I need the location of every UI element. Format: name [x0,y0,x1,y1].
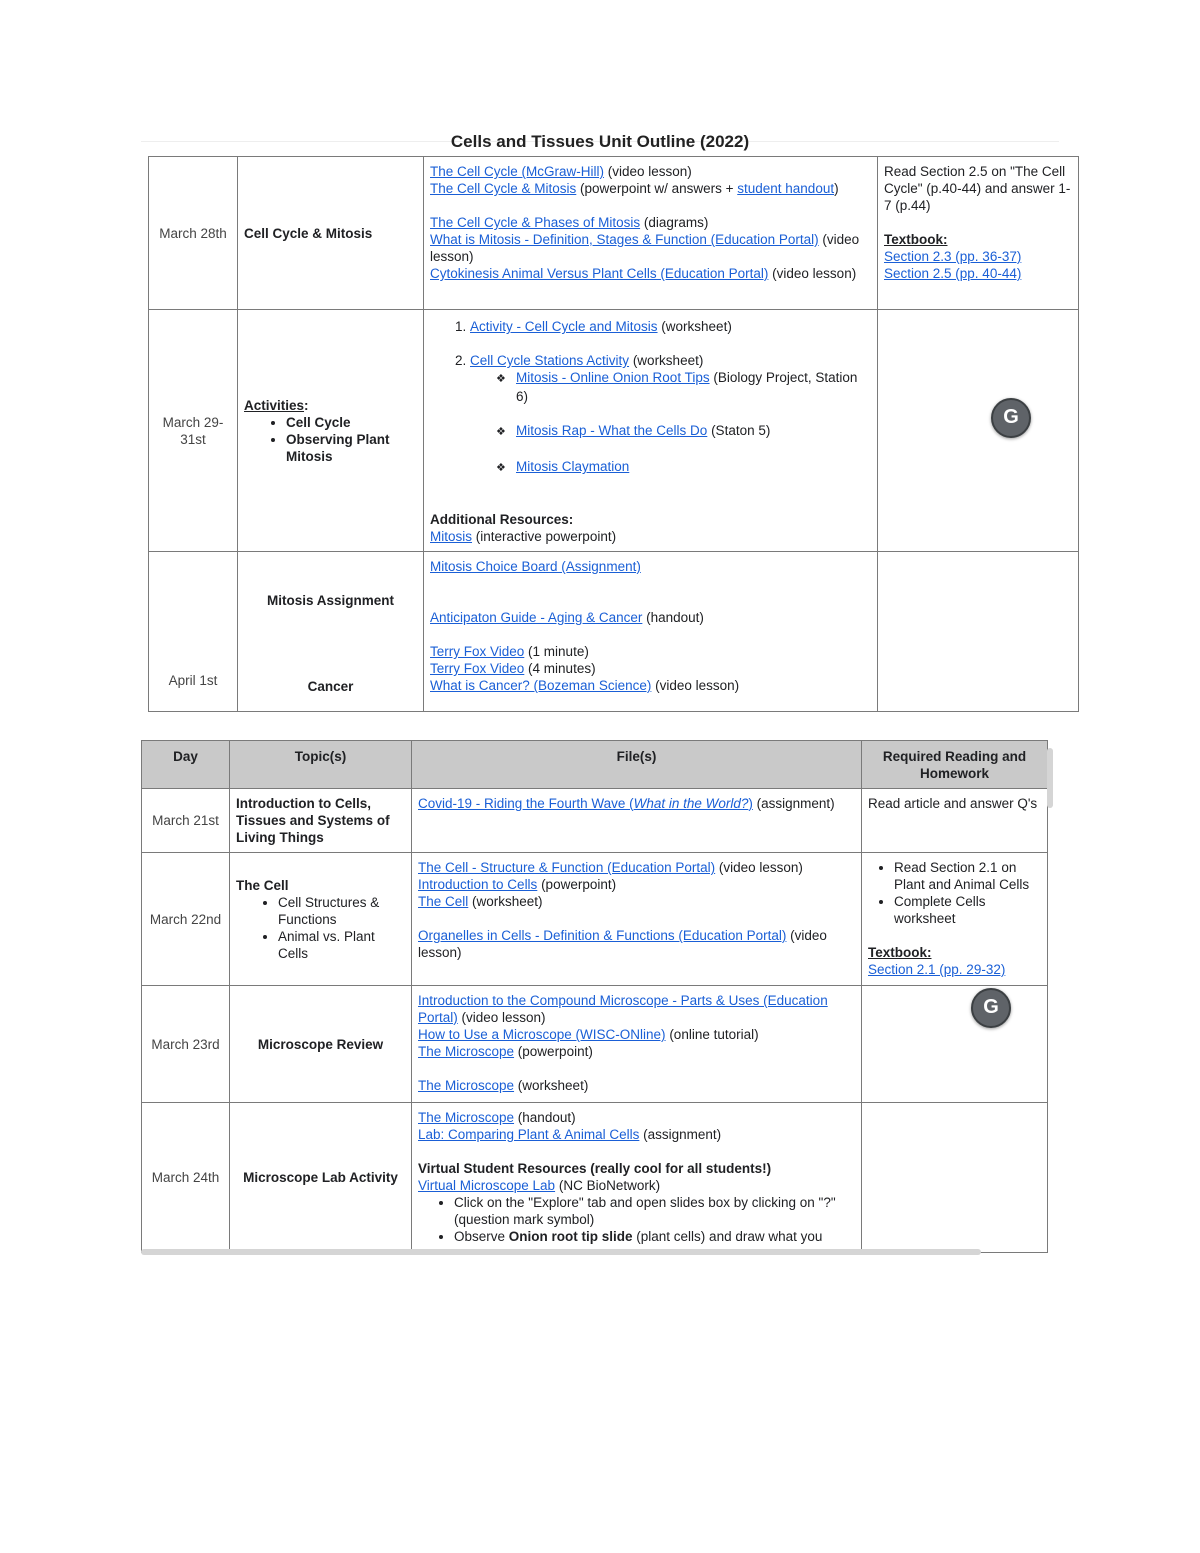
file-link[interactable]: Anticipaton Guide - Aging & Cancer [430,610,643,625]
file-link[interactable]: Terry Fox Video [430,661,525,676]
file-link[interactable]: Introduction to the Compound Microscope - Parts & Uses (Education Portal) [418,993,828,1025]
grammarly-icon[interactable]: G [991,398,1031,438]
textbook-link[interactable]: Section 2.1 (pp. 29-32) [868,962,1006,977]
textbook-link[interactable]: Section 2.5 (pp. 40-44) [884,266,1022,281]
file-link[interactable]: The Cell Cycle & Phases of Mitosis [430,215,641,230]
file-link[interactable]: Mitosis Claymation [516,459,630,474]
day-cell: March 21st [142,789,230,853]
files-cell: The Cell - Structure & Function (Education Portal) (video lesson) Introduction to Cells (powerpoint) The Cell (worksheet) Organelles in Cells - Definition & Functions (Education Portal) (video lesson) [412,853,862,986]
top-table-screenshot [141,132,1071,694]
files-cell: Introduction to the Compound Microscope - Parts & Uses (Education Portal) (video lesson) How to Use a Microscope (WISC-ONline) (online tutorial) The Microscope (powerpoint) The Microscope (worksheet) [412,986,862,1103]
file-link[interactable]: The Cell Cycle & Mitosis [430,181,577,196]
table-row [142,1103,1048,1253]
day-cell: April 1st [149,552,238,712]
file-link[interactable]: What is Mitosis - Definition, Stages & Function (Education Portal) [430,232,819,247]
table-row [142,789,1048,853]
file-link[interactable]: Mitosis Rap - What the Cells Do [516,423,708,438]
homework-cell [862,986,1048,1103]
homework-cell [878,310,1079,552]
files-cell: The Cell Cycle (McGraw-Hill) (video lesson) The Cell Cycle & Mitosis (powerpoint w/ answers + student handout) The Cell Cycle & Phases of Mitosis (diagrams) What is Mitosis - Definition, Stages & Function (Education Portal) (video lesson) Cytokinesis Animal Versus Plant Cells (Education Portal) (video lesson) [424,157,878,310]
file-link[interactable]: What is Cancer? (Bozeman Science) [430,678,652,693]
col-header-files: File(s) [412,741,862,789]
topic-cell: Microscope Review [230,986,412,1103]
topic-cell: Cell Cycle & Mitosis [238,157,424,310]
day-cell: March 24th [142,1103,230,1253]
file-link[interactable]: Mitosis - Online Onion Root Tips [516,370,710,385]
topic-cell: Mitosis Assignment Cancer [238,552,424,712]
day-cell: March 28th [149,157,238,310]
homework-cell: • Read Section 2.1 on Plant and Animal Cells • Complete Cells worksheet Textbook: Section 2.1 (pp. 29-32) [862,853,1048,986]
files-cell: Mitosis Choice Board (Assignment) Anticipaton Guide - Aging & Cancer (handout) Terry Fox Video (1 minute) Terry Fox Video (4 minutes) What is Cancer? (Bozeman Science) (video lesson) [424,552,878,712]
file-link[interactable]: Cell Cycle Stations Activity [470,353,630,368]
grammarly-icon[interactable]: G [971,988,1011,1028]
file-link[interactable]: Mitosis [430,529,473,544]
homework-cell [878,552,1079,712]
horizontal-scrollbar[interactable] [141,1249,981,1255]
file-link[interactable]: Mitosis Choice Board (Assignment) [430,559,641,574]
topic-cell: Introduction to Cells, Tissues and Systems of Living Things [230,789,412,853]
col-header-day: Day [142,741,230,789]
topic-cell: Activities: • Cell Cycle • Observing Plant Mitosis [238,310,424,552]
files-cell: The Microscope (handout) Lab: Comparing Plant & Animal Cells (assignment) Virtual Student Resources (really cool for all students!) Virtual Microscope Lab (NC BioNetwork) • Click on the "Explore" tab and open slides box by clicking on "?" (question mark symbol) • Observe Onion root tip slide (plant cells) and draw what you [412,1103,862,1253]
unit-outline-title: Cells and Tissues Unit Outline (2022) [450,132,750,151]
file-link[interactable]: The Microscope [418,1110,515,1125]
file-link[interactable]: Terry Fox Video [430,644,525,659]
homework-cell [862,1103,1048,1253]
file-link[interactable]: Organelles in Cells - Definition & Functions (Education Portal) [418,928,787,943]
table-row [149,552,1079,712]
outline-table-bottom [141,740,1048,1253]
homework-cell: Read Section 2.5 on "The Cell Cycle" (p.40-44) and answer 1-7 (p.44) Textbook: Section 2.3 (pp. 36-37) Section 2.5 (pp. 40-44) [878,157,1079,310]
file-link[interactable]: Virtual Microscope Lab [418,1178,556,1193]
homework-cell: Read article and answer Q's [862,789,1048,853]
file-link[interactable]: The Cell [418,894,469,909]
day-cell: March 23rd [142,986,230,1103]
topic-cell: The Cell • Cell Structures & Functions • Animal vs. Plant Cells [230,853,412,986]
col-header-homework: Required Reading and Homework [862,741,1048,789]
header-row [142,741,1048,789]
file-link[interactable]: Lab: Comparing Plant & Animal Cells [418,1127,640,1142]
file-link[interactable]: Introduction to Cells [418,877,538,892]
file-link[interactable]: How to Use a Microscope (WISC-ONline) [418,1027,666,1042]
file-link[interactable]: student handout [737,181,835,196]
col-header-topics: Topic(s) [230,741,412,789]
table-row [142,986,1048,1103]
bottom-table-screenshot [141,740,1059,1255]
files-cell: Covid-19 - Riding the Fourth Wave (What in the World?) (assignment) [412,789,862,853]
file-link[interactable]: The Cell Cycle (McGraw-Hill) [430,164,605,179]
file-link[interactable]: The Microscope [418,1078,515,1093]
file-link[interactable]: The Microscope [418,1044,515,1059]
topic-cell: Microscope Lab Activity [230,1103,412,1253]
file-link[interactable]: The Cell - Structure & Function (Education Portal) [418,860,716,875]
table-row [149,310,1079,552]
file-link[interactable]: Cytokinesis Animal Versus Plant Cells (Education Portal) [430,266,769,281]
day-cell: March 29-31st [149,310,238,552]
table-row [149,157,1079,310]
file-link[interactable]: Covid-19 - Riding the Fourth Wave (What in the World?) [418,796,753,811]
textbook-link[interactable]: Section 2.3 (pp. 36-37) [884,249,1022,264]
table-row [142,853,1048,986]
vertical-scrollbar[interactable] [1047,748,1053,808]
file-link[interactable]: Activity - Cell Cycle and Mitosis [470,319,658,334]
day-cell: March 22nd [142,853,230,986]
outline-table-top [148,156,1079,712]
files-cell: 1. Activity - Cell Cycle and Mitosis (worksheet) 2. Cell Cycle Stations Activity (worksheet) ❖ Mitosis - Online Onion Root Tips (Biology Project, Station 6) ❖ Mitosis Rap - What the Cells Do (Staton 5) ❖ Mitosis Claymation Additional Resources: Mitosis (interactive powerpoint) [424,310,878,552]
